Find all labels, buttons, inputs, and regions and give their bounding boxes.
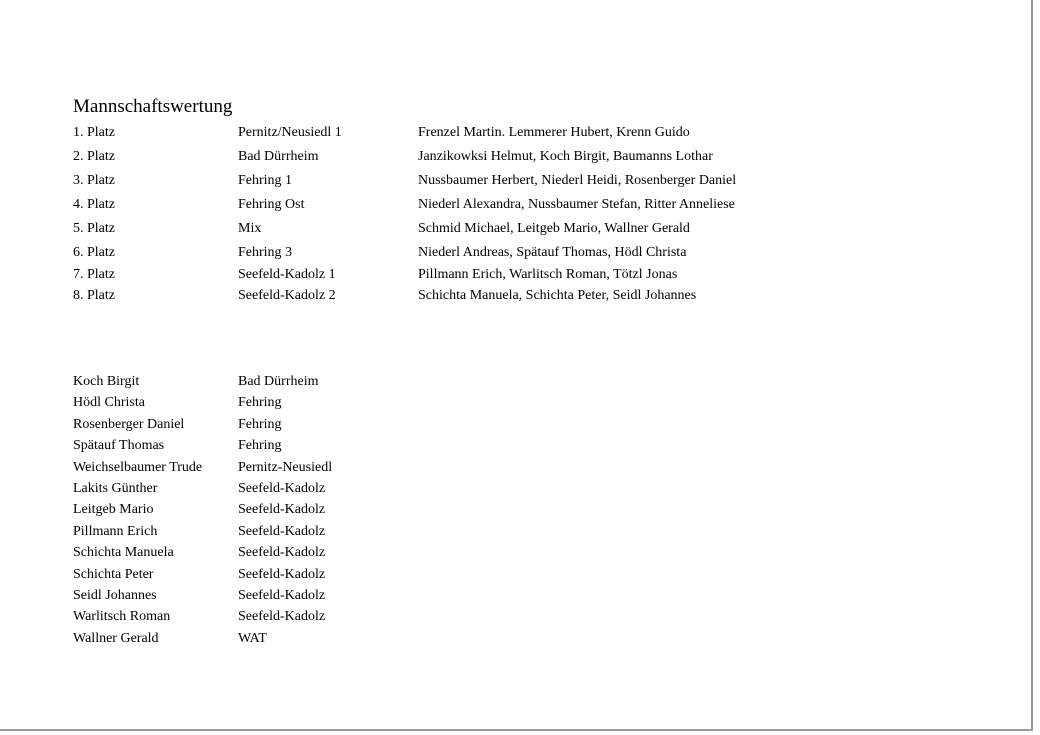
section-title: Mannschaftswertung (73, 96, 233, 117)
player-club: Seefeld-Kadolz (238, 566, 326, 582)
player-name: Spätauf Thomas (73, 438, 165, 454)
ranking-team: Fehring 3 (238, 245, 293, 260)
player-name: Seidl Johannes (73, 587, 157, 603)
player-club: Fehring (238, 438, 282, 454)
ranking-members: Niederl Alexandra, Nussbaumer Stefan, Ritter Anneliese (418, 197, 735, 212)
ranking-team: Fehring 1 (238, 173, 293, 188)
ranking-team: Mix (238, 221, 262, 236)
ranking-team: Seefeld-Kadolz 2 (238, 288, 336, 303)
player-name: Pillmann Erich (73, 523, 158, 539)
player-name: Warlitsch Roman (73, 609, 171, 625)
player-name: Wallner Gerald (73, 630, 159, 646)
player-name: Schichta Manuela (73, 545, 174, 561)
ranking-place: 8. Platz (73, 288, 115, 303)
player-name: Leitgeb Mario (73, 502, 154, 518)
ranking-place: 2. Platz (73, 149, 115, 164)
ranking-members: Frenzel Martin. Lemmerer Hubert, Krenn Guido (418, 125, 690, 140)
player-club: Fehring (238, 416, 282, 432)
ranking-place: 6. Platz (73, 245, 115, 260)
player-club: Fehring (238, 395, 282, 411)
player-club: Seefeld-Kadolz (238, 523, 326, 539)
ranking-members: Schichta Manuela, Schichta Peter, Seidl Johannes (418, 288, 697, 303)
ranking-team: Pernitz/Neusiedl 1 (238, 125, 342, 140)
ranking-members: Niederl Andreas, Spätauf Thomas, Hödl Christa (418, 245, 687, 260)
ranking-members: Janzikowksi Helmut, Koch Birgit, Baumanns Lothar (418, 149, 713, 164)
player-name: Lakits Günther (73, 480, 158, 496)
player-club: Pernitz-Neusiedl (238, 459, 333, 475)
player-name: Schichta Peter (73, 566, 154, 582)
player-club: WAT (238, 630, 267, 646)
ranking-members: Nussbaumer Herbert, Niederl Heidi, Rosenberger Daniel (418, 173, 737, 188)
player-name: Koch Birgit (73, 374, 140, 389)
ranking-place: 3. Platz (73, 173, 115, 188)
player-name: Rosenberger Daniel (73, 416, 185, 432)
player-club: Seefeld-Kadolz (238, 587, 326, 603)
player-club: Seefeld-Kadolz (238, 609, 326, 625)
ranking-place: 4. Platz (73, 197, 115, 212)
ranking-place: 1. Platz (73, 125, 115, 140)
ranking-place: 7. Platz (73, 266, 115, 282)
ranking-members: Schmid Michael, Leitgeb Mario, Wallner Gerald (418, 221, 690, 236)
player-club: Bad Dürrheim (238, 374, 319, 389)
player-club: Seefeld-Kadolz (238, 480, 326, 496)
ranking-team: Fehring Ost (238, 197, 305, 212)
player-club: Seefeld-Kadolz (238, 502, 326, 518)
ranking-team: Seefeld-Kadolz 1 (238, 266, 336, 282)
ranking-team: Bad Dürrheim (238, 149, 319, 164)
player-name: Hödl Christa (73, 395, 145, 411)
player-club: Seefeld-Kadolz (238, 545, 326, 561)
ranking-place: 5. Platz (73, 221, 115, 236)
player-name: Weichselbaumer Trude (73, 459, 203, 475)
ranking-members: Pillmann Erich, Warlitsch Roman, Tötzl Jonas (418, 266, 678, 282)
